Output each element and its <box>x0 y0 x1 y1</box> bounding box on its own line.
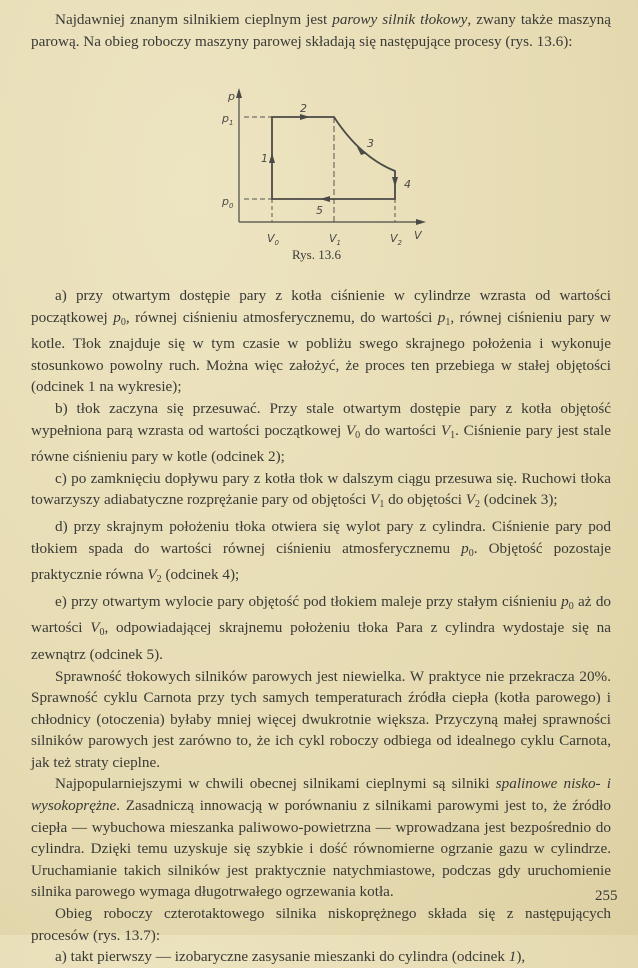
segment-1-label: 1 <box>261 152 268 165</box>
pv-diagram-svg <box>200 85 440 265</box>
item-d: d) przy skrajnym położeniu tłoka otwiera się wylot pary z cylindra. Ciśnienie pary pod tłokiem spada do wartości równej ciśnieniu atmosferycznemu $p_0$. Objętość pozostaje praktycznie równa $V_2$ (odcinek 4); <box>31 517 612 586</box>
v2-label: $V_2$ <box>390 232 402 247</box>
item-e: e) przy otwartym wylocie pary objętość pod tłokiem maleje przy stałym ciśnieniu $p_0$ aż do wartości $V_0$, odpowiadającej skrajnemu położeniu tłoka Para z cylindra wydostaje się na zewnątrz (odcinek 5). <box>31 592 612 663</box>
efficiency-paragraph: Sprawność tłokowych silników parowych jest niewielka. W praktyce nie przekracza 20%. Sprawność cyklu Carnota przy tych samych temperaturach źródła ciepła (kotła parowego) i chłodnicy (otoczenia) byłaby mniej więcej dwukrotnie większa. Przyczyną małej sprawności silników parowych jest zarówno to, że ich cykl roboczy odbiega od idealnego cyklu Carnota, jak też straty cieplne. <box>31 667 611 771</box>
axis-p-label: p <box>228 90 235 103</box>
page-number: 255 <box>595 888 618 904</box>
intro-paragraph: Najdawniej znanym silnikiem cieplnym jest parowy silnik tłokowy, zwany także maszyną parową. Na obieg roboczy maszyny parowej składają się następujące procesy (rys. 13.6): <box>31 11 611 50</box>
segment-3-label: 3 <box>367 137 374 150</box>
segment-4-label: 4 <box>404 178 411 191</box>
segment-2-label: 2 <box>300 102 307 115</box>
p0-label: $p_0$ <box>222 195 234 210</box>
combustion-paragraph: Najpopularniejszymi w chwili obecnej silnikami cieplnymi są silniki spalinowe nisko- i wysokoprężne. Zasadniczą innowacją w porównaniu z silnikami parowymi jest to, że źródło ciepła — wybuchowa mieszanka paliwowo-powietrzna — wprowadzana jest bezpośrednio do cylindra. Dzięki temu uzyskuje się szybkie i dość równomierne ogrzanie gazu w cylindrze. Uruchamianie takich silników jest praktycznie natychmiastowe, podczas gdy uruchomienie silnika parowego wymaga długotrwałego ogrzewania kotła. <box>31 775 611 901</box>
item-a: a) przy otwartym dostępie pary z kotła ciśnienie w cylindrze wzrasta od wartości początkowej $p_0$, równej ciśnieniu atmosferycznemu, do wartości $p_1$, równej ciśnieniu pary w kotle. Tłok znajduje się w tym czasie w pobliżu swego skrajnego położenia i wykonuje stosunkowo powolny ruch. Można więc założyć, że proces ten przebiega w stałej objętości (odcinek 1 na wykresie); <box>31 287 611 396</box>
p1-label: $p_1$ <box>222 112 234 127</box>
term-steam-engine: parowy silnik tłokowy <box>332 11 468 28</box>
figure-caption: Rys. 13.6 <box>292 247 341 262</box>
figure-13-6-pv-diagram <box>200 85 440 265</box>
four-stroke-paragraph: Obieg roboczy czterotaktowego silnika niskoprężnego składa się z następujących procesów (rys. 13.7): <box>31 905 611 944</box>
v1-label: $V_1$ <box>329 232 341 247</box>
process-list <box>31 285 611 968</box>
item-c: c) po zamknięciu dopływu pary z kotła tłok w dalszym ciągu przesuwa się. Ruchowi tłoka towarzyszy adiabatyczne rozprężanie pary od objętości $V_1$ do objętości $V_2$ (odcinek 3); <box>31 469 611 511</box>
segment-5-label: 5 <box>316 204 323 217</box>
item-b: b) tłok zaczyna się przesuwać. Przy stale otwartym dostępie pary z kotła objętość wypełniona parą wzrasta od wartości początkowej $V_0$ do wartości $V_1$. Ciśnienie pary jest stale równe ciśnieniu pary w kotle (odcinek 2); <box>31 399 611 466</box>
v0-label: $V_0$ <box>267 232 279 247</box>
axis-v-label: V <box>414 229 422 242</box>
four-stroke-item-a: a) takt pierwszy — izobaryczne zasysanie mieszanki do cylindra (odcinek 1), <box>55 948 526 966</box>
